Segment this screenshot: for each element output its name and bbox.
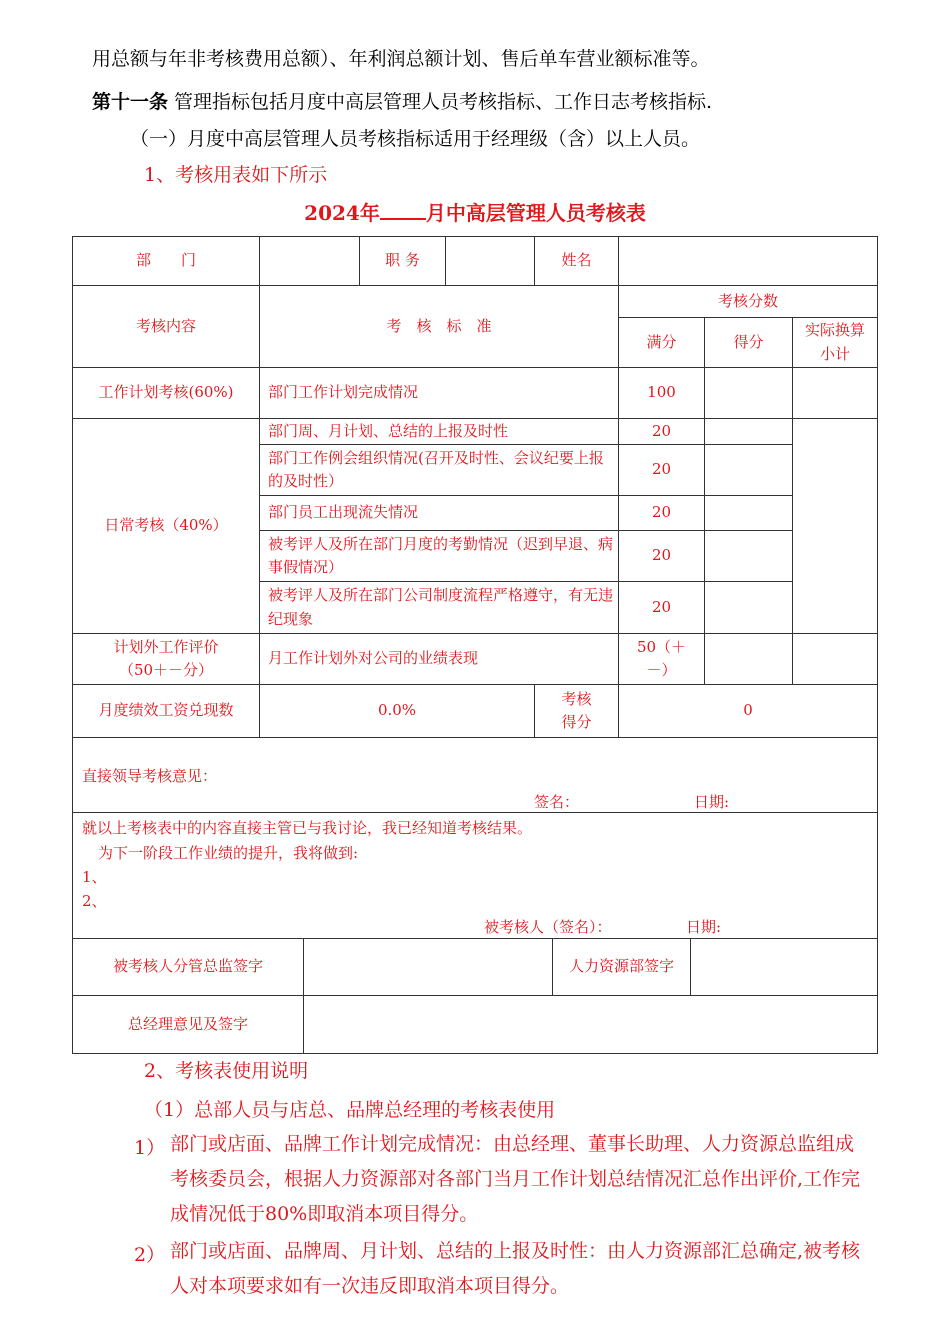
extra-score[interactable] [704,633,793,685]
full-score-header: 满分 [618,317,705,368]
section-2-heading: 2、考核表使用说明 [144,1060,309,1082]
name-label: 姓名 [534,236,619,286]
ratio-label: 月度绩效工资兑现数 [72,684,260,738]
daily-label: 日常考核（40%） [72,418,260,634]
employee-item-2: 2、 [82,892,107,910]
daily-full: 20 [618,581,705,634]
para-2: 部门或店面、品牌周、月计划、总结的上报及时性：由人力资源部汇总确定,被考核人对本项要求如有一次违反即取消本项目得分。 [170,1240,861,1297]
position-label: 职 务 [359,236,446,286]
director-sign-label: 被考核人分管总监签字 [72,938,304,996]
para-2-number: 2） [134,1244,166,1266]
gm-sign-label: 总经理意见及签字 [72,995,304,1054]
content-header: 考核内容 [72,285,260,368]
form-title [0,197,950,226]
ratio-value: 0.0% [259,684,535,738]
dept-label: 部 门 [72,236,260,286]
subsection-1-heading: （1）总部人员与店总、品牌总经理的考核表使用 [144,1099,556,1121]
daily-std: 部门工作例会组织情况(召开及时性、会议纪要上报的及时性） [259,444,619,496]
assessment-table [72,236,878,1054]
dept-value[interactable] [259,236,360,286]
name-value[interactable] [618,236,878,286]
subtotal-header: 实际换算小计 [792,317,878,368]
article-line [92,87,712,114]
daily-score[interactable] [704,418,793,445]
daily-std: 部门周、月计划、总结的上报及时性 [259,418,619,445]
form-title-year: 2024年 [304,201,380,225]
leader-sign-label: 签名： [534,793,580,811]
work-plan-label: 工作计划考核(60%) [72,367,260,419]
month-blank [380,200,426,220]
work-plan-score[interactable] [704,367,793,419]
director-sign-value[interactable] [303,938,553,996]
extra-std: 月工作计划外对公司的业绩表现 [259,633,619,685]
extra-full: 50（＋－） [618,633,705,685]
extra-subtotal[interactable] [792,633,878,685]
para-1: 部门或店面、品牌工作计划完成情况：由总经理、董事长助理、人力资源总监组成考核委员会，根据人力资源部对各部门当月工作计划总结情况汇总作出评价,工作完成情况低于80%即取消本项目得分。 [170,1133,861,1225]
daily-score[interactable] [704,530,793,582]
employee-line-1: 就以上考核表中的内容直接主管已与我讨论，我已经知道考核结果。 [82,819,533,837]
intro-line-3: （一）月度中高层管理人员考核指标适用于经理级（含）以上人员。 [130,128,701,150]
leader-opinion-label: 直接领导考核意见： [82,767,218,785]
article-label: 第十一条 [92,91,169,113]
assess-score-label: 考核得分 [534,684,619,738]
employee-item-1: 1、 [82,868,107,886]
daily-std: 部门员工出现流失情况 [259,495,619,531]
daily-full: 20 [618,530,705,582]
gm-sign-value[interactable] [303,995,878,1054]
hr-sign-value[interactable] [690,938,878,996]
daily-std: 被考评人及所在部门公司制度流程严格遵守，有无违纪现象 [259,581,619,634]
daily-score[interactable] [704,495,793,531]
employee-date-label: 日期: [686,918,722,936]
work-plan-full: 100 [618,367,705,419]
leader-date-label: 日期: [694,793,730,811]
intro-line-1: 用总额与年非考核费用总额）、年利润总额计划、售后单车营业额标准等。 [92,48,710,70]
employee-sign-label: 被考核人（签名）： [484,918,612,936]
daily-full: 20 [618,444,705,496]
intro-line-4: 1、考核用表如下所示 [144,164,328,186]
position-value[interactable] [445,236,535,286]
daily-score[interactable] [704,444,793,496]
form-title-suffix: 月中高层管理人员考核表 [425,201,646,225]
standard-header: 考 核 标 准 [259,285,619,368]
daily-full: 20 [618,495,705,531]
daily-score[interactable] [704,581,793,634]
work-plan-subtotal[interactable] [792,367,878,419]
daily-full: 20 [618,418,705,445]
article-text: 管理指标包括月度中高层管理人员考核指标、工作日志考核指标. [168,91,713,113]
assess-score-value: 0 [618,684,878,738]
extra-label: 计划外工作评价（50＋－分） [72,633,260,685]
got-score-header: 得分 [704,317,793,368]
daily-subtotal[interactable] [792,418,878,634]
para-1-number: 1） [134,1137,166,1159]
work-plan-std: 部门工作计划完成情况 [259,367,619,419]
score-header: 考核分数 [618,285,878,318]
daily-std: 被考评人及所在部门月度的考勤情况（迟到早退、病事假情况） [259,530,619,582]
hr-sign-label: 人力资源部签字 [552,938,691,996]
employee-line-2: 为下一阶段工作业绩的提升，我将做到: [98,844,359,862]
